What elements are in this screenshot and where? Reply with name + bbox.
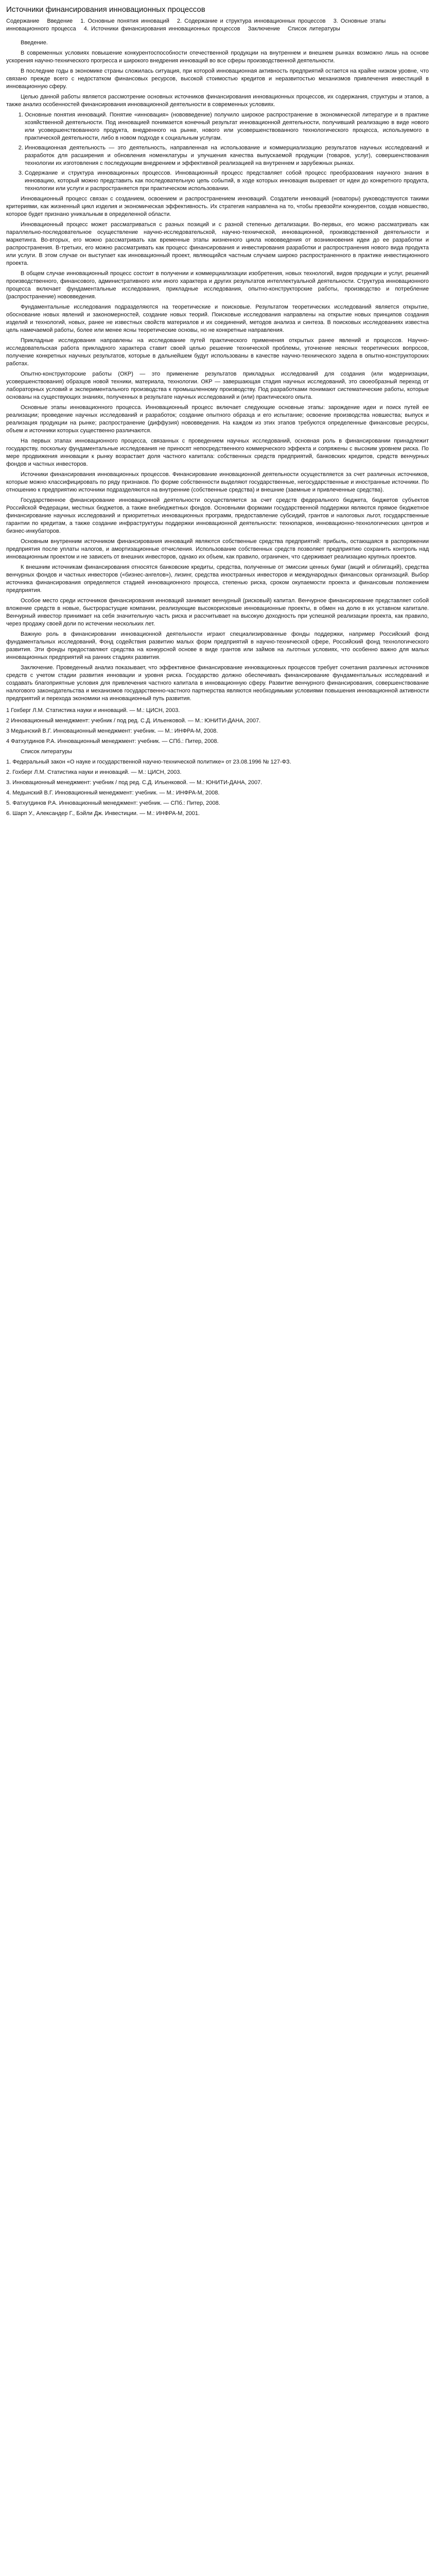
intro-paragraph: Целью данной работы является рассмотрение основных источников финансирования инновационных процессов, их содержания, структуры и этапов, а также анализ особенностей финансирования инновационной деятельности в современных условиях. [6, 94, 431, 108]
toc-item[interactable]: 1. Основные понятия инноваций [80, 18, 169, 24]
document-title: Источники финансирования инновационных процессов [6, 5, 205, 14]
body-paragraph: Важную роль в финансировании инновационной деятельности играют специализированные фонды поддержки, например Российский фонд фундаментальных исследований, Фонд содействия развитию малых форм предприятий в научно-технической сфере, Российский фонд технологического развития. Эти фонды предоставляют средства на конкурсной основе в виде грантов или займов на льготных условиях, что особенно важно для малых инновационных предприятий на ранних стадиях развития. [6, 631, 431, 660]
body-paragraph: В общем случае инновационный процесс состоит в получении и коммерциализации изобретения, новых технологий, видов продукции и услуг, решений производственного, финансового, административного или иного характера и других результатов интеллектуальной деятельности. Структура инновационного процесса включает фундаментальные исследования, прикладные исследования, опытно-конструкторские работы, производство и потребление (распространение) нововведения. [6, 270, 431, 300]
references-heading: Список литературы [21, 749, 72, 755]
reference-item: 3. Инновационный менеджмент: учебник / под ред. С.Д. Ильенковой. — М.: ЮНИТИ-ДАНА, 2007. [6, 779, 263, 786]
body-paragraph: Инновационный процесс может рассматриваться с разных позиций и с разной степенью детализации. Во-первых, его можно рассматривать как параллельно-последовательное осуществление научно-исследовательской, научно-технической, инновационной, производственной деятельности и маркетинга. Во-вторых, его можно рассматривать как временные этапы жизненного цикла нововведения от возникновения идеи до ее разработки и распространения. В-третьих, его можно рассматривать как процесс финансирования и инвестирования разработки и распространения нового вида продукта или услуги. В этом случае он выступает как инновационный проект, являющийся частным случаем широко распространенного в практике инвестиционного проекта. [6, 222, 431, 266]
body-text [6, 195, 429, 703]
list-item: 2. Инновационная деятельность — это деятельность, направленная на использование и коммерциализацию результатов научных исследований и разработок для расширения и обновления номенклатуры и улучшения качества выпускаемой продукции (товаров, услуг), совершенствования технологии их изготовления с последующим внедрением и эффективной реализацией на внутреннем и зарубежных рынках. [25, 144, 429, 167]
section-one-list [6, 111, 429, 193]
footnote: 2 Инновационный менеджмент: учебник / под ред. С.Д. Ильенковой. — М.: ЮНИТИ-ДАНА, 2007. [6, 718, 261, 724]
body-paragraph: Государственное финансирование инновационной деятельности осуществляется за счет средств федерального бюджета, бюджетов субъектов Российской Федерации, местных бюджетов, а также внебюджетных фондов. Основными формами государственной поддержки являются прямое бюджетное финансирование научных исследований и приоритетных инновационных программ, предоставление субсидий, грантов и налоговых льгот, государственные гарантии по кредитам, а также создание инфраструктуры поддержки инновационной деятельности: технопарков, инновационно-технологических центров и бизнес-инкубаторов. [6, 497, 431, 534]
body-paragraph: К внешним источникам финансирования относятся банковские кредиты, средства, полученные от эмиссии ценных бумаг (акций и облигаций), средства венчурных фондов и частных инвесторов («бизнес-ангелов»), лизинг, средства иностранных инвесторов и международных финансовых организаций. Выбор источника финансирования определяется стадией инновационного процесса, степенью риска, сроком окупаемости проекта и финансовым положением предприятия. [6, 564, 431, 594]
toc-item[interactable]: Заключение [248, 26, 280, 32]
body-paragraph: Опытно-конструкторские работы (ОКР) — это применение результатов прикладных исследований для создания (или модернизации, усовершенствования) образцов новой техники, материала, технологии. ОКР — завершающая стадия научных исследований, это своеобразный переход от лабораторных условий и экспериментального производства к промышленному производству. Под разработками понимают систематические работы, которые основаны на существующих знаниях, полученных в результате научных исследований и (или) практического опыта. [6, 371, 431, 400]
toc-item[interactable]: 3. Основные этапы инновационного процесса [6, 18, 386, 32]
reference-item: 6. Шарп У., Александер Г., Бэйли Дж. Инвестиции. — М.: ИНФРА-М, 2001. [6, 810, 200, 817]
toc-item[interactable]: 2. Содержание и структура инновационных процессов [177, 18, 326, 24]
body-paragraph: Особое место среди источников финансирования инноваций занимает венчурный (рисковый) капитал. Венчурное финансирование представляет собой вложение средств в новые, быстрорастущие компании, реализующие высокорисковые инновационные проекты, в обмен на долю в их уставном капитале. Венчурный инвестор принимает на себя значительную часть риска и рассчитывает на высокую доходность при успешной реализации проекта, как правило, через продажу своей доли по истечении нескольких лет. [6, 598, 431, 627]
body-paragraph: Заключение. Проведенный анализ показывает, что эффективное финансирование инновационных процессов требует сочетания различных источников средств с учетом стадии развития инновации и уровня риска. Государство должно обеспечивать финансирование фундаментальных исследований и создавать благоприятные условия для привлечения частного капитала в инновационную сферу. Развитие венчурного финансирования, совершенствование налогового законодательства и механизмов государственно-частного партнерства являются необходимыми условиями повышения инновационной активности предприятий и перехода экономики на инновационный путь развития. [6, 665, 431, 702]
body-paragraph: Источники финансирования инновационных процессов. Финансирование инновационной деятельности осуществляется за счет различных источников, которые можно классифицировать по ряду признаков. По форме собственности выделяют государственные, негосударственные и иностранные источники. По отношению к предприятию источники подразделяются на внутренние (собственные средства) и внешние (заемные и привлеченные средства). [6, 471, 431, 493]
intro-heading: Введение. [21, 40, 48, 46]
document-page [0, 0, 436, 818]
toc-item[interactable]: Список литературы [287, 26, 340, 32]
toc-item[interactable]: Содержание [6, 18, 40, 24]
body-paragraph: Инновационный процесс связан с созданием, освоением и распространением инноваций. Создатели инноваций (новаторы) руководствуются такими критериями, как жизненный цикл изделия и экономическая эффективность. Их стратегия направлена на то, чтобы превзойти конкурентов, создав новшество, которое будет признано уникальным в определенной области. [6, 196, 431, 217]
reference-item: 5. Фатхутдинов Р.А. Инновационный менеджмент: учебник. — СПб.: Питер, 2008. [6, 800, 220, 806]
footnote: 4 Фатхутдинов Р.А. Инновационный менеджмент: учебник. — СПб.: Питер, 2008. [6, 738, 219, 744]
toc-item[interactable]: Введение [47, 18, 73, 24]
table-of-contents [6, 18, 429, 33]
footnotes [6, 707, 429, 745]
footnote: 3 Медынский В.Г. Инновационный менеджмент: учебник. — М.: ИНФРА-М, 2008. [6, 728, 218, 734]
reference-item: 4. Медынский В.Г. Инновационный менеджмент: учебник. — М.: ИНФРА-М, 2008. [6, 790, 220, 796]
references-list [6, 758, 429, 818]
body-paragraph: Основным внутренним источником финансирования инноваций являются собственные средства предприятий: прибыль, остающаяся в распоряжении предприятия после уплаты налогов, и амортизационные отчисления. Использование собственных средств позволяет предприятию сохранить контроль над инновационным проектом и не зависеть от внешних инвесторов, однако их объем, как правило, ограничен, что сдерживает реализацию крупных проектов. [6, 538, 431, 560]
list-item: 1. Основные понятия инноваций. Понятие «инновация» (нововведение) получило широкое распространение в экономической литературе и в практике хозяйственной деятельности. Под инновацией понимается конечный результат инновационной деятельности, получивший реализацию в виде нового или усовершенствованного продукта, внедренного на рынке, нового или усовершенствованного технологического процесса, используемого в практической деятельности, либо в новом подходе к социальным услугам. [25, 111, 429, 142]
list-item: 3. Содержание и структура инновационных процессов. Инновационный процесс представляет собой процесс преобразования научного знания в инновацию, который можно представить как последовательную цепь событий, в ходе которых инновация вызревает от идеи до конкретного продукта, технологии или услуги и распространяется при практическом использовании. [25, 170, 429, 193]
toc-item[interactable]: 4. Источники финансирования инновационных процессов [83, 26, 240, 32]
body-paragraph: Фундаментальные исследования подразделяются на теоретические и поисковые. Результатом теоретических исследований является открытие, обоснование новых явлений и закономерностей, создание новых теорий. Поисковые исследования направлены на открытие новых принципов создания изделий и технологий, новых, ранее не известных свойств материалов и их соединений, методов анализа и синтеза. В поисковых исследованиях известна цель намечаемой работы, более или менее ясны теоретические основы, но не конкретные направления. [6, 304, 431, 333]
body-paragraph: На первых этапах инновационного процесса, связанных с проведением научных исследований, основная роль в финансировании принадлежит государству, поскольку фундаментальные исследования не приносят непосредственного коммерческого эффекта и сопряжены с высоким уровнем риска. По мере продвижения инновации к рынку возрастает доля частного капитала: собственных средств предприятий, банковских кредитов, средств венчурных фондов и частных инвесторов. [6, 438, 431, 467]
intro-paragraph: В современных условиях повышение конкурентоспособности отечественной продукции на внутреннем и внешнем рынках возможно лишь на основе ускорения научно-технического прогресса и широкого внедрения инноваций во все сферы производственной деятельности. [6, 50, 431, 64]
intro-paragraph: В последние годы в экономике страны сложилась ситуация, при которой инновационная активность предприятий остается на крайне низком уровне, что связано прежде всего с недостатком финансовых ресурсов, высокой стоимостью кредитов и неразвитостью механизмов привлечения инвестиций в инновационную сферу. [6, 68, 431, 90]
reference-item: 2. Гохберг Л.М. Статистика науки и инноваций. — М.: ЦИСН, 2003. [6, 769, 182, 775]
reference-item: 1. Федеральный закон «О науке и государственной научно-технической политике» от 23.08.1996 № 127-ФЗ. [6, 759, 291, 765]
body-paragraph: Прикладные исследования направлены на исследование путей практического применения открытых ранее явлений и процессов. Научно-исследовательская работа прикладного характера ставит своей целью решение технической проблемы, уточнение неясных теоретических вопросов, получение конкретных научных результатов, которые в дальнейшем будут использованы в качестве научно-технического задела в опытно-конструкторских работах. [6, 337, 431, 367]
footnote: 1 Гохберг Л.М. Статистика науки и инноваций. — М.: ЦИСН, 2003. [6, 707, 180, 714]
body-paragraph: Основные этапы инновационного процесса. Инновационный процесс включает следующие основные этапы: зарождение идеи и поиск путей ее реализации; проведение научных исследований и разработок; создание опытного образца и его испытание; освоение производства новшества; выпуск и реализация продукции на рынке; распространение (диффузия) нововведения. На каждом из этих этапов требуются определенные финансовые ресурсы, объем и источники которых существенно различаются. [6, 404, 431, 434]
